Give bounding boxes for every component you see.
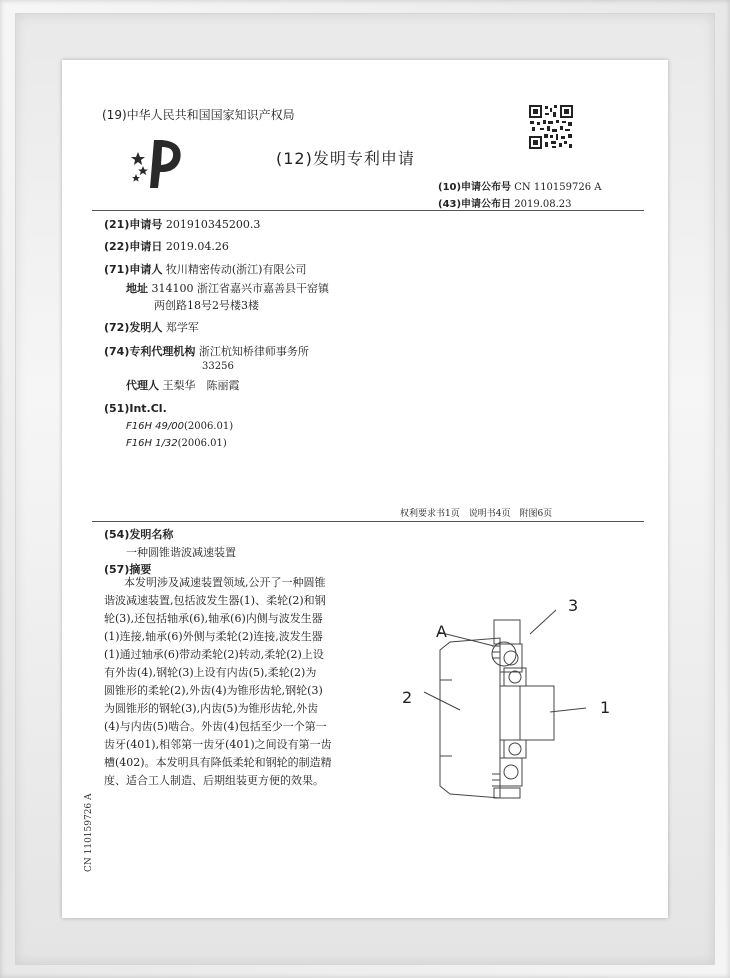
application-number-label: (21)申请号 [104,218,163,231]
publication-number-label: (10)申请公布号 [438,182,512,193]
pages-info: 权利要求书1页 说明书4页 附图6页 [400,509,553,519]
abstract-line: 齿牙(401),相邻第一齿牙(401)之间设有第一齿 [104,738,332,751]
document-type: (12)发明专利申请 [276,149,415,168]
address-line-2: 两创路18号2号楼3楼 [154,299,259,312]
application-date-value: 2019.04.26 [165,240,229,253]
inventor-label: (72)发明人 [104,321,163,334]
figure-drawing [380,560,620,800]
patent-page [62,60,668,918]
figure-label-A: A [436,622,447,641]
abstract-line: 轮(3),还包括轴承(6),轴承(6)内侧与波发生器 [104,612,323,625]
address-line-1: 314100 浙江省嘉兴市嘉善县干窑镇 [151,282,329,295]
applicant-label: (71)申请人 [104,263,163,276]
abstract-line: (1)通过轴承(6)带动柔轮(2)转动,柔轮(2)上设 [104,648,324,661]
abstract-body [104,574,332,790]
office-name: (19)中华人民共和国国家知识产权局 [102,108,295,122]
figure-label-2: 2 [402,688,413,707]
application-date-label: (22)申请日 [104,240,163,253]
inventor-value: 郑学军 [165,321,199,334]
abstract-line: 圆锥形的柔轮(2),外齿(4)为锥形齿轮,钢轮(3) [104,684,323,697]
figure-label-1: 1 [600,698,611,717]
header-divider [92,210,644,211]
int-cl-code: F16H 49/00 [126,421,184,432]
abstract-line: 谐波减速装置,包括波发生器(1)、柔轮(2)和钢 [104,594,326,607]
int-cl-item [126,438,227,449]
pages-divider [92,521,644,522]
int-cl-item [126,421,233,432]
title-label: (54)发明名称 [104,528,174,541]
agency-code: 33256 [202,361,234,372]
abstract-line: 本发明涉及减速装置领域,公开了一种圆锥 [124,576,326,589]
abstract-line: 槽(402)。本发明具有降低柔轮和钢轮的制造精 [104,756,332,769]
agent-label: 代理人 [126,379,159,392]
abstract-line: (4)与内齿(5)啮合。外齿(4)包括至少一个第一 [104,720,327,733]
int-cl-year: (2006.01) [177,438,227,449]
abstract-label: (57)摘要 [104,563,152,576]
abstract-line: 为圆锥形的钢轮(3),内齿(5)为锥形齿轮,外齿 [104,702,319,715]
agency-value: 浙江杭知桥律师事务所 [198,345,309,358]
agency-label: (74)专利代理机构 [104,345,196,358]
cnipa-logo-icon [128,132,190,192]
figure-label-3: 3 [568,596,579,615]
int-cl-year: (2006.01) [184,421,234,432]
applicant-value: 牧川精密传动(浙江)有限公司 [165,263,307,276]
qr-code-icon [528,104,574,150]
invention-title: 一种圆锥谐波减速装置 [126,546,236,559]
abstract-line: 有外齿(4),钢轮(3)上设有内齿(5),柔轮(2)为 [104,666,317,679]
abstract-line: 度、适合工人制造、后期组装更方便的效果。 [104,774,324,787]
agent-value: 王梨华 陈丽霞 [162,379,240,392]
int-cl-label: (51)Int.Cl. [104,402,167,415]
int-cl-code: F16H 1/32 [126,438,178,449]
abstract-line: (1)连接,轴承(6)外侧与柔轮(2)连接,波发生器 [104,630,323,643]
publication-date-value: 2019.08.23 [514,199,572,210]
application-number-value: 201910345200.3 [165,218,261,231]
publication-number-value: CN 110159726 A [514,182,602,193]
side-publication-code: CN 110159726 A [84,793,94,872]
address-label: 地址 [126,282,148,295]
publication-date-label: (43)申请公布日 [438,199,512,210]
